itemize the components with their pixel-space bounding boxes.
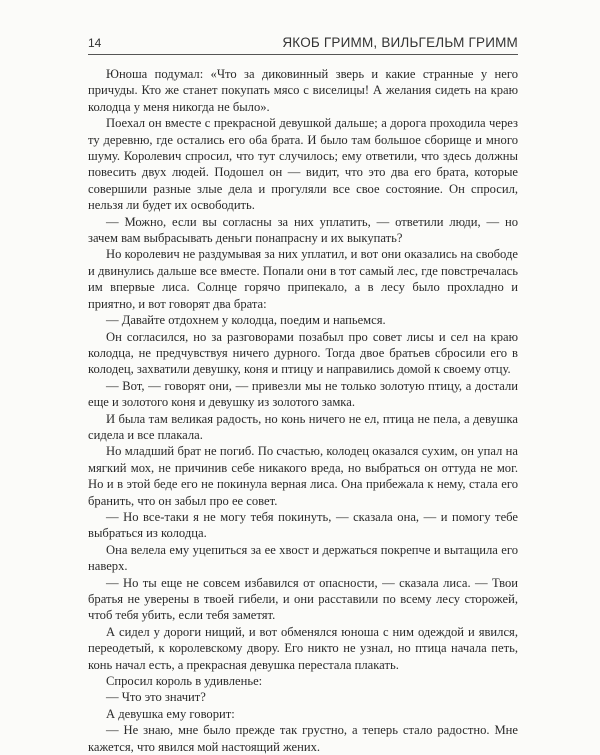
paragraph: Юноша подумал: «Что за диковинный зверь и какие странные у него причуды. Кто же станет покупать мясо с виселицы! А желания сидеть на краю колодца у меня никогда не было». — [88, 67, 518, 114]
paragraph: — Но все-таки я не могу тебя покинуть, — сказала она, — и помогу тебе выбраться из колодца. — [88, 509, 518, 541]
paragraph: И была там великая радость, но конь ничего не ел, птица не пела, а девушка сидела и все плакала. — [88, 411, 518, 442]
paragraph: Она велела ему уцепиться за ее хвост и держаться покрепче и вытащила его наверх. — [88, 542, 518, 574]
page-header — [88, 34, 518, 55]
paragraph: — Но ты еще не совсем избавился от опасности, — сказала лиса. — Твои братья не уверены в твоей гибели, и они расставили по всему лесу сторожей, чтоб тебя убить, если тебя заметят. — [88, 575, 518, 623]
paragraph: Спросил король в удивленье: — [106, 674, 263, 689]
page-number: 14 — [88, 36, 102, 50]
paragraph: — Вот, — говорят они, — привезли мы не только золотую птицу, а достали еще и золотого коня и девушку из золотого замка. — [88, 378, 518, 410]
paragraph: Но королевич не раздумывая за них уплатил, и вот они оказались на свободе и двинулись дальше все вместе. Попали они в тот самый лес, где повстречалась им впервые лиса. Солнце горячо припекало, а в лесу было прохладно и приятно, и вот говорят два брата: — [88, 247, 518, 311]
paragraph: Но младший брат не погиб. По счастью, колодец оказался сухим, он упал на мягкий мох, не причинив себе никакого вреда, но выбраться он оттуда не мог. Но и в этой беде его не покинула верная лиса. Она прибежала к нему, стала его бранить, что он забыл про ее совет. — [88, 444, 518, 508]
paragraph: — Не знаю, мне было прежде так грустно, а теперь стало радостно. Мне кажется, что явился мой настоящий жених. — [88, 723, 518, 754]
paragraph: А сидел у дороги нищий, и вот обменялся юноша с ним одеждой и явился, переодетый, к королевскому двору. Его никто не узнал, но птица начала петь, конь начал есть, а прекрасная девушка перестала плакать. — [88, 624, 518, 672]
paragraph: — Можно, если вы согласны за них уплатить, — ответили люди, — но зачем вам выбрасывать деньги понапрасну и их выкупать? — [88, 214, 518, 246]
running-head: ЯКОБ ГРИММ, ВИЛЬГЕЛЬМ ГРИММ — [282, 35, 518, 50]
paragraph: — Что это значит? — [106, 690, 206, 705]
body-text — [88, 66, 518, 755]
paragraph: Он согласился, но за разговорами позабыл про совет лисы и сел на краю колодца, не предчувствуя ничего дурного. Тогда двое братьев сбросили его в колодец, захватили девушку, коня и птицу и направились домой к своему отцу. — [88, 329, 518, 377]
paragraph: — Давайте отдохнем у колодца, поедим и напьемся. — [106, 313, 386, 328]
paragraph: Поехал он вместе с прекрасной девушкой дальше; а дорога проходила через ту деревню, где остались его оба брата. И было там большое сборище и много шуму. Королевич спросил, что тут случилось; ему ответили, что здесь должны повесить двух людей. Подошел он — видит, что это два его брата, которые совершили разные злые дела и прогуляли все свое состояние. Он спросил, нельзя ли будет их освободить. — [88, 116, 518, 213]
paragraph: А девушка ему говорит: — [106, 706, 235, 721]
